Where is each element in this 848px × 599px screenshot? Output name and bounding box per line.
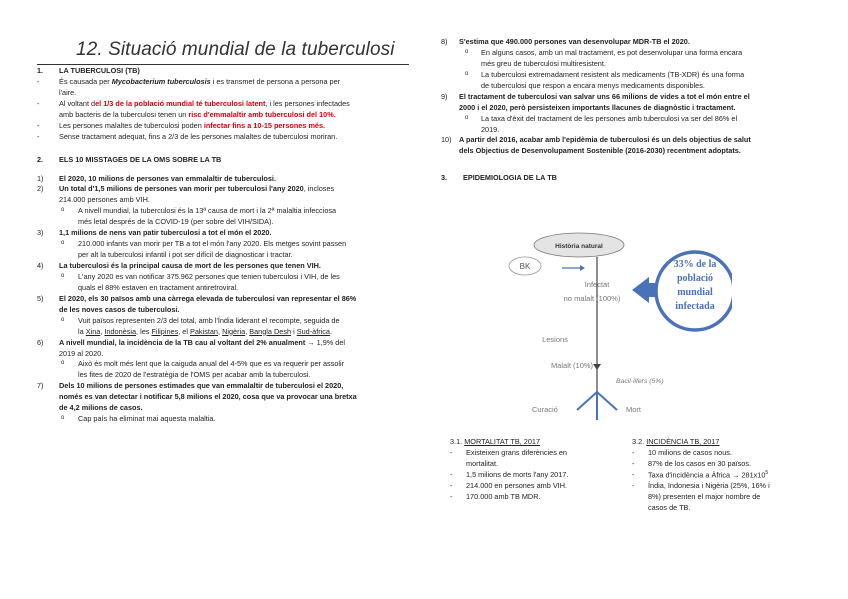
left-column <box>37 66 417 425</box>
mortality-heading: 3.1. MORTALITAT TB, 2017 <box>450 437 541 446</box>
list-item: - És causada per Mycobacterium tuberculosis i es transmet de persona a persona per l'aire. <box>37 76 341 97</box>
sub-item: o 210.000 infants van morir per TB a tot el món l'any 2020. Els metges sovint passen per alt la tuberculosi infantil i pot ser difícil de diagnosticar i tractar. <box>61 239 347 260</box>
mortality-block <box>450 437 620 503</box>
list-item: - Sense tractament adequat, fins a 2/3 de les persones malaltes de tuberculosi moriran. <box>37 131 338 141</box>
list-item: 3) 1,1 milions de nens van patir tuberculosi a tot el món el 2020. <box>37 228 272 238</box>
sub-item: o La tuberculosi extremadament resistent als medicaments (TB-XDR) és una forma de tuberculosi que respon a encara menys medicaments disponibles. <box>465 69 745 90</box>
lesions-label: Lesions <box>542 335 568 344</box>
list-item: - 1,5 milions de morts l'any 2017. <box>450 469 569 479</box>
incidence-heading: 3.2. INCIDÈNCIA TB, 2017 <box>632 437 720 446</box>
list-item: - Les persones malaltes de tuberculosi poden infectar fins a 10-15 persones més. <box>37 120 326 130</box>
curacio-label: Curació <box>532 405 558 414</box>
list-item: - 214.000 en persones amb VIH. <box>450 480 568 490</box>
callout-line-1: 33% de la <box>673 259 717 270</box>
list-item: 6) A nivell mundial, la incidència de la TB cau al voltant del 2% anualment → 1,9% del 2019 al 2020. <box>37 337 346 358</box>
bk-label: BK <box>519 262 531 271</box>
list-item: - Al voltant del 1/3 de la població mundial té tuberculosi latent, i les persones infectades amb bacteris de la tuberculosi tenen un risc d'emmalaltir amb tuberculosi del 10%. <box>37 98 350 119</box>
section-1-heading: 1. LA TUBERCULOSI (TB) <box>37 66 140 75</box>
list-item: 2) Un total d'1,5 milions de persones van morir per tuberculosi l'any 2020, incloses 214.000 persones amb VIH. <box>37 184 335 205</box>
sub-item: o L'any 2020 es van notificar 375.962 persones que tenien tuberculosi i VIH, de les quals el 88% estaven en tractament antiretroviral. <box>61 271 340 292</box>
incidence-block <box>632 437 832 514</box>
list-item: - 170.000 amb TB MDR. <box>450 491 541 501</box>
list-item: 7) Dels 10 milions de persones estimades que van emmalaltir de tuberculosi el 2020, només es van detectar i notificar 5,8 milions el 2020, cosa que va provocar una bretxa de 4,2 milions de casos. <box>37 381 357 413</box>
sub-item: o En alguns casos, amb un mal tractament, es pot desenvolupar una forma encara més greu de tuberculosi multiresistent. <box>465 47 743 68</box>
list-item: 10) A partir del 2016, acabar amb l'epidèmia de tuberculosi és un dels objectius de salut dels Objectius de Desenvolupament Sostenible (2016-2030) recentment adoptats. <box>441 135 751 156</box>
list-item: - 10 milions de casos nous. <box>632 447 732 457</box>
list-item: 5) El 2020, els 30 països amb una càrrega elevada de tuberculosi van representar el 86% de les noves casos de tuberculosi. <box>37 293 357 314</box>
malalt-label: Malalt (10%) <box>550 361 594 370</box>
bacil-label: Bacil·lifers (5%) <box>616 378 664 385</box>
sub-item: o Cap país ha eliminat mai aquesta malaltia. <box>61 414 216 424</box>
natural-history-diagram <box>492 230 732 430</box>
sub-item: o Vuit països representen 2/3 del total, amb l'Índia liderant el recompte, seguida de la Xina, Indonèsia, les Filipines, el Pakistan, Nigèria, Bangla Desh i Sud-àfrica. <box>61 315 340 336</box>
page-title: 12. Situació mundial de la tuberculosi <box>76 39 395 60</box>
list-item: 9) El tractament de tuberculosi van salvar uns 66 milions de vides a tot el món entre el 2000 i el 2020, però persisteixen importants llacunes de diagnòstic i tractament. <box>441 91 750 112</box>
list-item: - 87% de los casos en 30 països. <box>632 458 752 468</box>
list-item: 8) S'estima que 490.000 persones van desenvolupar MDR-TB el 2020. <box>441 37 690 46</box>
list-item: - Taxa d'incidència a Àfrica → $281x10^5$ <box>632 469 769 480</box>
sub-item: o A nivell mundial, la tuberculosi és la 13ª causa de mort i la 2ª malaltia infecciosa més letal després de la COVID-19 (per sobre del VIH/SIDA). <box>61 206 337 227</box>
list-item: - Índia, Indonesia i Nigèria (25%, 16% i 8%) presenten el major nombre de casos de TB. <box>632 481 770 513</box>
callout-line-2: població <box>676 273 714 284</box>
list-item: 4) La tuberculosi és la principal causa de mort de les persones que tenen VIH. <box>37 261 321 270</box>
list-item: - Existeixen grans diferències en mortalitat. <box>450 447 567 468</box>
list-item: 1) El 2020, 10 milions de persones van emmalaltir de tuberculosi. <box>37 173 276 183</box>
callout-line-4: infectada <box>675 301 715 312</box>
section-2-heading: 2. ELS 10 MISSTAGES DE LA OMS SOBRE LA TB <box>37 154 222 164</box>
history-label: Història natural <box>555 243 603 250</box>
callout-line-3: mundial <box>677 287 713 298</box>
infectat-label: Infectat <box>584 280 610 289</box>
section-3-heading: 3. EPIDEMIOLOGIA DE LA TB <box>441 173 557 183</box>
sub-item: o La taxa d'èxit del tractament de les persones amb tuberculosi va ser del 86% el 2019. <box>465 113 738 134</box>
mort-label: Mort <box>626 405 641 414</box>
title-divider <box>37 64 409 65</box>
sub-item: o Això és molt més lent que la caiguda anual del 4-5% que es va requerir per assolir les fites de 2020 de l'estratègia de l'OMS per acabar amb la tuberculosi. <box>61 359 345 380</box>
right-column <box>441 37 836 184</box>
no-malalt-label: no malalt (100%) <box>563 294 621 303</box>
